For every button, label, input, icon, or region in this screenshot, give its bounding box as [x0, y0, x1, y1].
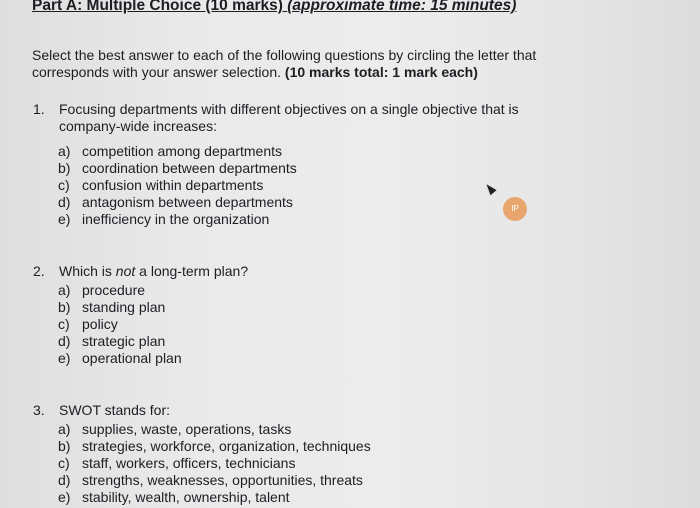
question-3	[33, 402, 433, 420]
option-3b[interactable]: b) strategies, workforce, organization, techniques	[58, 438, 371, 454]
question-2	[33, 263, 433, 281]
option-3a[interactable]: a) supplies, waste, operations, tasks	[58, 421, 292, 437]
ip-badge-icon[interactable]: IP	[503, 197, 527, 221]
question-text: SWOT stands for:	[59, 402, 170, 418]
pointer-cursor-icon	[483, 182, 496, 196]
option-1e[interactable]: e) inefficiency in the organization	[58, 211, 270, 227]
option-1c[interactable]: c) confusion within departments	[58, 177, 264, 193]
instructions-line-2: corresponds with your answer selection. (10 marks total: 1 mark each)	[32, 64, 478, 80]
question-number: 1.	[33, 101, 45, 117]
option-1b[interactable]: b) coordination between departments	[58, 160, 297, 176]
option-1a[interactable]: a) competition among departments	[58, 143, 282, 159]
question-number: 3.	[33, 402, 45, 418]
option-1d[interactable]: d) antagonism between departments	[58, 194, 293, 210]
option-3c[interactable]: c) staff, workers, officers, technicians	[58, 455, 296, 471]
option-2c[interactable]: c) policy	[58, 316, 118, 332]
section-time-estimate: (approximate time: 15 minutes)	[287, 0, 517, 14]
marks-note: (10 marks total: 1 mark each)	[284, 64, 478, 80]
question-number: 2.	[33, 263, 45, 279]
option-2b[interactable]: b) standing plan	[58, 299, 166, 315]
option-2a[interactable]: a) procedure	[58, 282, 146, 298]
instructions-line-1: Select the best answer to each of the following questions by circling the letter that	[32, 47, 537, 63]
option-3d[interactable]: d) strengths, weaknesses, opportunities, threats	[58, 472, 363, 488]
question-text-cont: company-wide increases:	[59, 118, 217, 134]
question-text: Focusing departments with different objectives on a single objective that is	[59, 101, 519, 117]
option-2e[interactable]: e) operational plan	[58, 350, 182, 366]
section-title: Part A: Multiple Choice (10 marks) (approximate time: 15 minutes)	[32, 0, 516, 15]
question-text: Which is not a long-term plan?	[59, 263, 249, 279]
question-1	[33, 101, 593, 141]
option-2d[interactable]: d) strategic plan	[58, 333, 166, 349]
option-3e[interactable]: e) stability, wealth, ownership, talent	[58, 489, 290, 505]
